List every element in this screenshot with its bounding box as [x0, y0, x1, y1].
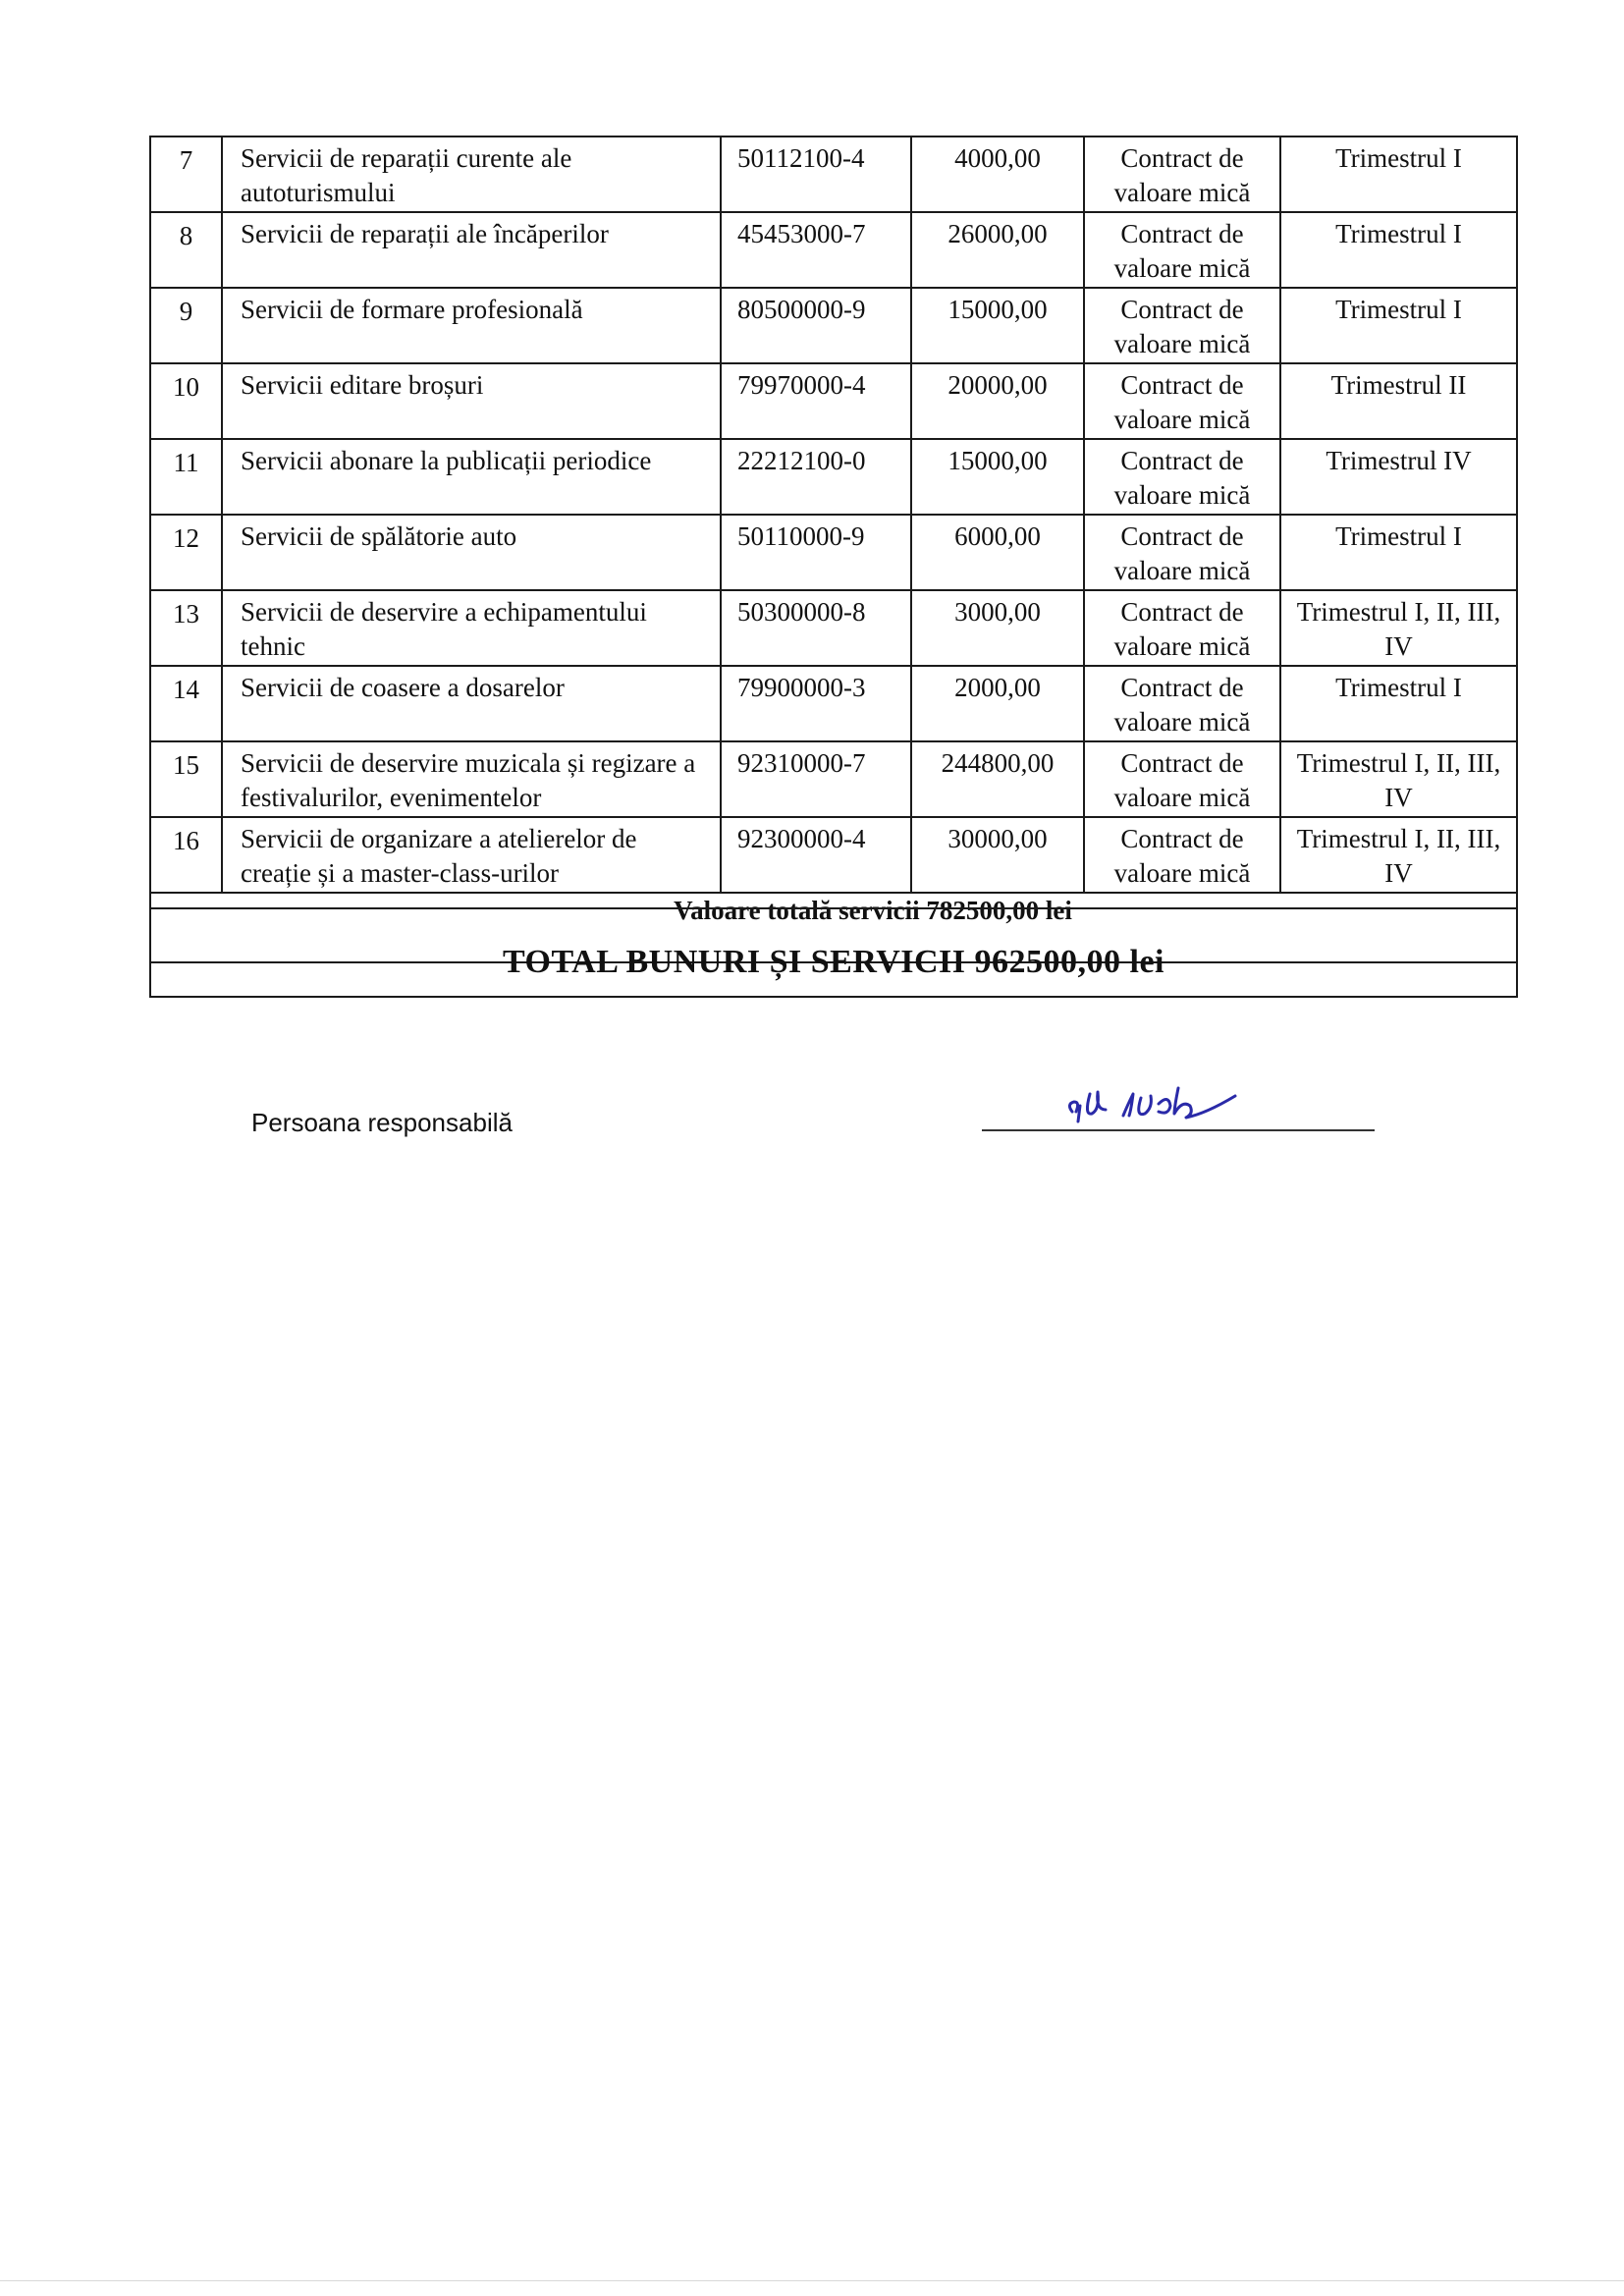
table-row: [150, 288, 1517, 363]
term-cell: Trimestrul IV: [1280, 439, 1517, 515]
estimated-value-cell: 244800,00: [911, 741, 1084, 817]
service-name-cell: Servicii de spălătorie auto: [222, 515, 721, 590]
cpv-code-cell: 45453000-7: [721, 212, 911, 288]
procedure-type-cell: Contract de valoare mică: [1084, 741, 1280, 817]
cpv-code-cell: 92310000-7: [721, 741, 911, 817]
service-name-cell: Servicii de reparații curente ale autoturismului: [222, 137, 721, 212]
cpv-code-cell: 50110000-9: [721, 515, 911, 590]
procedure-type-cell: Contract de valoare mică: [1084, 288, 1280, 363]
grand-total: TOTAL BUNURI ȘI SERVICII 962500,00 lei: [502, 944, 1164, 980]
row-number-cell: 13: [150, 590, 222, 666]
estimated-value-cell: 15000,00: [911, 439, 1084, 515]
estimated-value-cell: 26000,00: [911, 212, 1084, 288]
row-number-cell: 11: [150, 439, 222, 515]
table-row: [150, 137, 1517, 212]
estimated-value-cell: 3000,00: [911, 590, 1084, 666]
term-cell: Trimestrul I, II, III, IV: [1280, 741, 1517, 817]
table-row: [150, 212, 1517, 288]
grand-total-box: [149, 907, 1518, 998]
estimated-value-cell: 2000,00: [911, 666, 1084, 741]
row-number-cell: 9: [150, 288, 222, 363]
row-number-cell: 15: [150, 741, 222, 817]
estimated-value-cell: 4000,00: [911, 137, 1084, 212]
row-number-cell: 14: [150, 666, 222, 741]
service-name-cell: Servicii de reparații ale încăperilor: [222, 212, 721, 288]
row-number-cell: 16: [150, 817, 222, 893]
service-name-cell: Servicii de deservire a echipamentului tehnic: [222, 590, 721, 666]
service-name-cell: Servicii de coasere a dosarelor: [222, 666, 721, 741]
services-subtotal: Valoare totală servicii 782500,00 lei: [674, 896, 1072, 925]
cpv-code-cell: 80500000-9: [721, 288, 911, 363]
estimated-value-cell: 20000,00: [911, 363, 1084, 439]
procedure-type-cell: Contract de valoare mică: [1084, 590, 1280, 666]
table-row: [150, 439, 1517, 515]
procedure-type-cell: Contract de valoare mică: [1084, 363, 1280, 439]
cpv-code-cell: 50112100-4: [721, 137, 911, 212]
row-number-cell: 8: [150, 212, 222, 288]
procedure-type-cell: Contract de valoare mică: [1084, 817, 1280, 893]
services-table: [149, 136, 1518, 963]
term-cell: Trimestrul I: [1280, 666, 1517, 741]
cpv-code-cell: 79900000-3: [721, 666, 911, 741]
procedure-type-cell: Contract de valoare mică: [1084, 439, 1280, 515]
term-cell: Trimestrul I, II, III, IV: [1280, 590, 1517, 666]
term-cell: Trimestrul I, II, III, IV: [1280, 817, 1517, 893]
row-number-cell: 7: [150, 137, 222, 212]
service-name-cell: Servicii de formare profesională: [222, 288, 721, 363]
cpv-code-cell: 22212100-0: [721, 439, 911, 515]
term-cell: Trimestrul II: [1280, 363, 1517, 439]
table-row: [150, 666, 1517, 741]
table-row: [150, 817, 1517, 893]
row-number-cell: 12: [150, 515, 222, 590]
signature-icon: [1060, 1070, 1276, 1139]
procedure-type-cell: Contract de valoare mică: [1084, 515, 1280, 590]
table-row: [150, 741, 1517, 817]
estimated-value-cell: 30000,00: [911, 817, 1084, 893]
cpv-code-cell: 92300000-4: [721, 817, 911, 893]
service-name-cell: Servicii editare broșuri: [222, 363, 721, 439]
term-cell: Trimestrul I: [1280, 288, 1517, 363]
procedure-type-cell: Contract de valoare mică: [1084, 666, 1280, 741]
term-cell: Trimestrul I: [1280, 515, 1517, 590]
service-name-cell: Servicii abonare la publicații periodice: [222, 439, 721, 515]
estimated-value-cell: 15000,00: [911, 288, 1084, 363]
page-bottom-rule: [0, 2280, 1624, 2281]
responsible-person-label: Persoana responsabilă: [251, 1108, 513, 1137]
term-cell: Trimestrul I: [1280, 212, 1517, 288]
table-row: [150, 363, 1517, 439]
row-number-cell: 10: [150, 363, 222, 439]
cpv-code-cell: 79970000-4: [721, 363, 911, 439]
service-name-cell: Servicii de organizare a atelierelor de creație și a master-class-urilor: [222, 817, 721, 893]
procedure-type-cell: Contract de valoare mică: [1084, 212, 1280, 288]
table-row: [150, 515, 1517, 590]
table-row: [150, 590, 1517, 666]
service-name-cell: Servicii de deservire muzicala și regizare a festivalurilor, evenimentelor: [222, 741, 721, 817]
procedure-type-cell: Contract de valoare mică: [1084, 137, 1280, 212]
cpv-code-cell: 50300000-8: [721, 590, 911, 666]
estimated-value-cell: 6000,00: [911, 515, 1084, 590]
term-cell: Trimestrul I: [1280, 137, 1517, 212]
